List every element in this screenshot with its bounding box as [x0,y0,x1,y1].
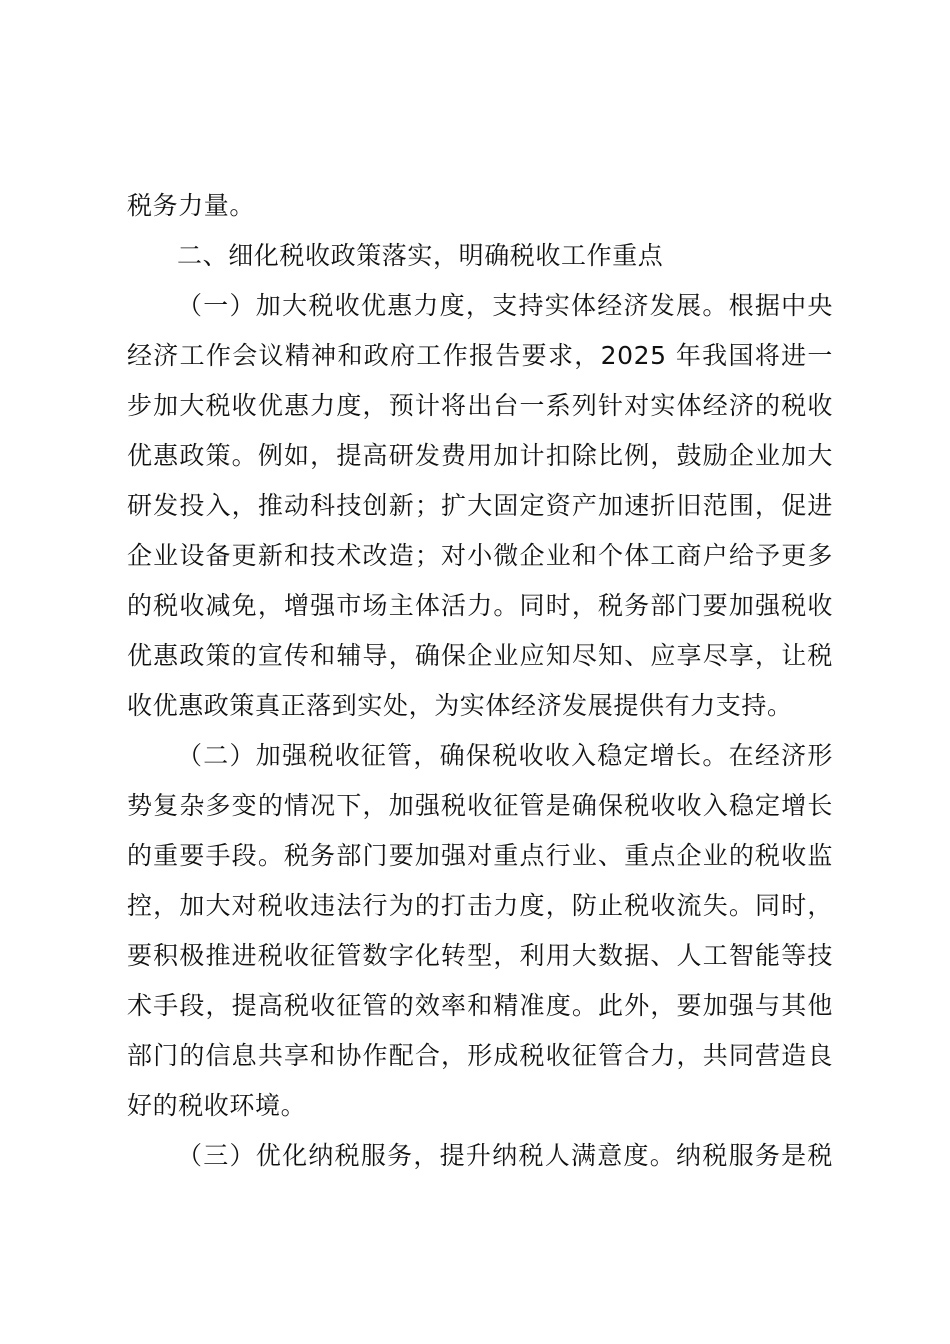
section-heading: 二、细化税收政策落实，明确税收工作重点 [177,241,664,270]
body-line: 势复杂多变的情况下，加强税收征管是确保税收收入稳定增长 [127,791,833,820]
body-line: 的重要手段。税务部门要加强对重点行业、重点企业的税收监 [127,841,833,870]
body-line: 术手段，提高税收征管的效率和精准度。此外，要加强与其他 [127,991,833,1020]
body-line: 研发投入，推动科技创新；扩大固定资产加速折旧范围，促进 [127,491,833,520]
body-line: 税务力量。 [127,191,256,220]
body-line: （一）加大税收优惠力度，支持实体经济发展。根据中央 [177,291,833,320]
body-line: 收优惠政策真正落到实处，为实体经济发展提供有力支持。 [127,691,793,720]
body-line: 步加大税收优惠力度，预计将出台一系列针对实体经济的税收 [127,391,833,420]
body-line: 要积极推进税收征管数字化转型，利用大数据、人工智能等技 [127,941,833,970]
body-line: 优惠政策的宣传和辅导，确保企业应知尽知、应享尽享，让税 [127,641,833,670]
body-line: 控，加大对税收违法行为的打击力度，防止税收流失。同时， [127,891,833,920]
body-line: 的税收减免，增强市场主体活力。同时，税务部门要加强税收 [127,591,833,620]
body-line: （三）优化纳税服务，提升纳税人满意度。纳税服务是税 [177,1141,833,1170]
body-line: 企业设备更新和技术改造；对小微企业和个体工商户给予更多 [127,541,833,570]
body-line: 好的税收环境。 [127,1091,307,1120]
body-line: （二）加强税收征管，确保税收收入稳定增长。在经济形 [177,741,833,770]
document-body [127,181,833,1181]
body-line: 部门的信息共享和协作配合，形成税收征管合力，共同营造良 [127,1041,833,1070]
body-line: 经济工作会议精神和政府工作报告要求，2025 年我国将进一 [127,341,833,370]
body-line: 优惠政策。例如，提高研发费用加计扣除比例，鼓励企业加大 [127,441,833,470]
